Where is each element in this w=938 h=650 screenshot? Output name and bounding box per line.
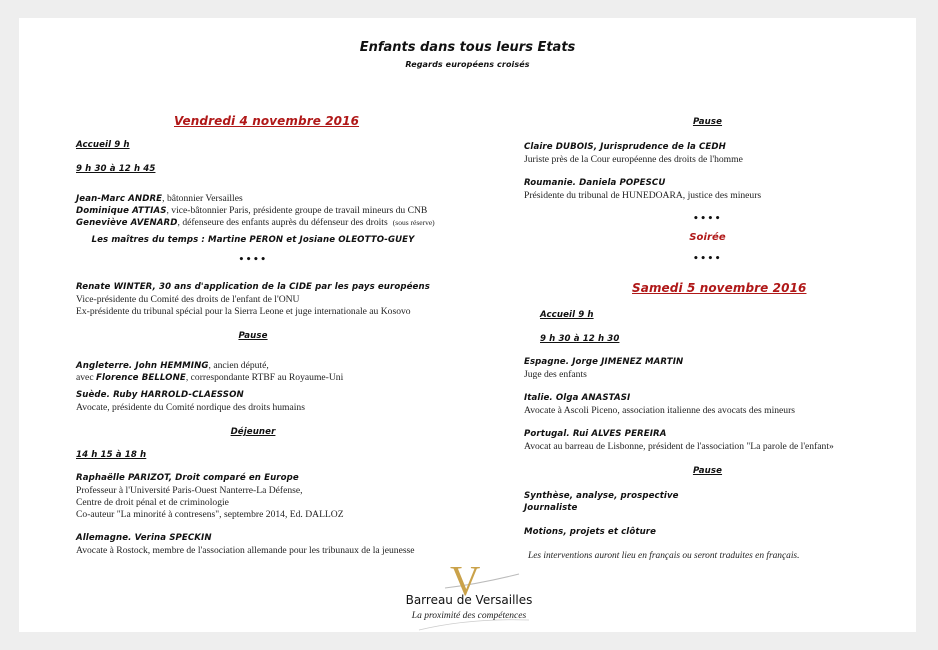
synthesis-line-1: Synthèse, analyse, prospective — [524, 491, 679, 501]
portugal-heading: Portugal. Rui ALVES PEREIRA — [524, 429, 667, 439]
friday-accueil: Accueil 9 h — [76, 140, 130, 150]
saturday-pause: Pause — [692, 466, 723, 476]
spain-line: Juge des enfants — [524, 369, 587, 380]
dubois-heading: Claire DUBOIS, Jurisprudence de la CEDH — [524, 142, 726, 152]
parizot-line-1: Professeur à l'Université Paris-Ouest Nanterre-La Défense, — [76, 485, 303, 496]
friday-morning-slot: 9 h 30 à 12 h 45 — [76, 164, 156, 174]
romania-line: Présidente du tribunal de HUNEDOARA, justice des mineurs — [524, 190, 762, 201]
lunch-label: Déjeuner — [230, 427, 276, 437]
germany-line: Avocate à Rostock, membre de l'association allemande pour les tribunaux de la jeunesse — [76, 545, 415, 556]
germany-heading: Allemagne. Verina SPECKIN — [76, 533, 212, 543]
winter-line-2: Ex-présidente du tribunal spécial pour la Sierra Leone et juge internationale au Kosovo — [76, 306, 411, 317]
separator-dots-3: •••• — [692, 254, 722, 264]
italy-heading: Italie. Olga ANASTASI — [524, 393, 631, 403]
sweden-heading: Suède. Ruby HARROLD-CLAESSON — [76, 390, 244, 400]
saturday-morning-slot: 9 h 30 à 12 h 30 — [540, 334, 620, 344]
friday-afternoon-slot: 14 h 15 à 18 h — [76, 450, 147, 460]
page-subtitle: Regards européens croisés — [405, 60, 530, 69]
closing-label: Motions, projets et clôture — [524, 527, 657, 537]
opening-speaker-3: Geneviève AVENARD, défenseure des enfants auprès du défenseur des droits (sous réserve) — [76, 217, 435, 228]
parizot-line-3: Co-auteur "La minorité à contresens", septembre 2014, Ed. DALLOZ — [76, 509, 344, 520]
synthesis-line-2: Journaliste — [524, 503, 578, 513]
italy-line: Avocate à Ascoli Piceno, association italienne des avocats des mineurs — [524, 405, 796, 416]
friday-pause: Pause — [238, 331, 268, 341]
opening-speaker-2: Dominique ATTIAS, vice-bâtonnier Paris, présidente groupe de travail mineurs du CNB — [76, 205, 428, 216]
opening-speaker-1: Jean-Marc ANDRE, bâtonnier Versailles — [76, 193, 243, 204]
logo-name: Barreau de Versailles — [405, 593, 533, 607]
separator-dots: •••• — [238, 255, 268, 265]
saturday-accueil: Accueil 9 h — [540, 310, 594, 320]
spain-heading: Espagne. Jorge JIMENEZ MARTIN — [524, 357, 684, 367]
parizot-heading: Raphaëlle PARIZOT, Droit comparé en Europe — [76, 473, 299, 483]
barreau-logo — [379, 558, 559, 632]
parizot-line-2: Centre de droit pénal et de criminologie — [76, 497, 229, 508]
logo-tagline: La proximité des compétences — [411, 611, 527, 621]
soiree-label: Soirée — [689, 232, 726, 243]
winter-heading: Renate WINTER, 30 ans d'application de la CIDE par les pays européens — [76, 282, 430, 292]
england-heading: Angleterre. John HEMMING, ancien député, — [76, 360, 269, 371]
portugal-line: Avocat au barreau de Lisbonne, président de l'association "La parole de l'enfant» — [524, 441, 834, 452]
dubois-line: Juriste près de la Cour européenne des droits de l'homme — [524, 154, 743, 165]
language-note: Les interventions auront lieu en français ou seront traduites en français. — [528, 551, 800, 561]
separator-dots-2: •••• — [692, 214, 722, 224]
england-line-2: avec Florence BELLONE, correspondante RTBF au Royaume-Uni — [76, 372, 344, 383]
friday-day-title: Vendredi 4 novembre 2016 — [174, 114, 360, 128]
romania-heading: Roumanie. Daniela POPESCU — [524, 178, 666, 188]
logo-letter: V — [450, 559, 481, 605]
masters-of-time: Les maîtres du temps : Martine PERON et Josiane OLEOTTO-GUEY — [91, 235, 415, 245]
page-title: Enfants dans tous leurs Etats — [359, 40, 576, 55]
winter-line-1: Vice-présidente du Comité des droits de l'enfant de l'ONU — [76, 294, 300, 305]
program-page — [19, 18, 916, 632]
saturday-top-pause: Pause — [692, 117, 723, 127]
saturday-day-title: Samedi 5 novembre 2016 — [632, 281, 807, 295]
sweden-line: Avocate, présidente du Comité nordique des droits humains — [76, 402, 305, 413]
